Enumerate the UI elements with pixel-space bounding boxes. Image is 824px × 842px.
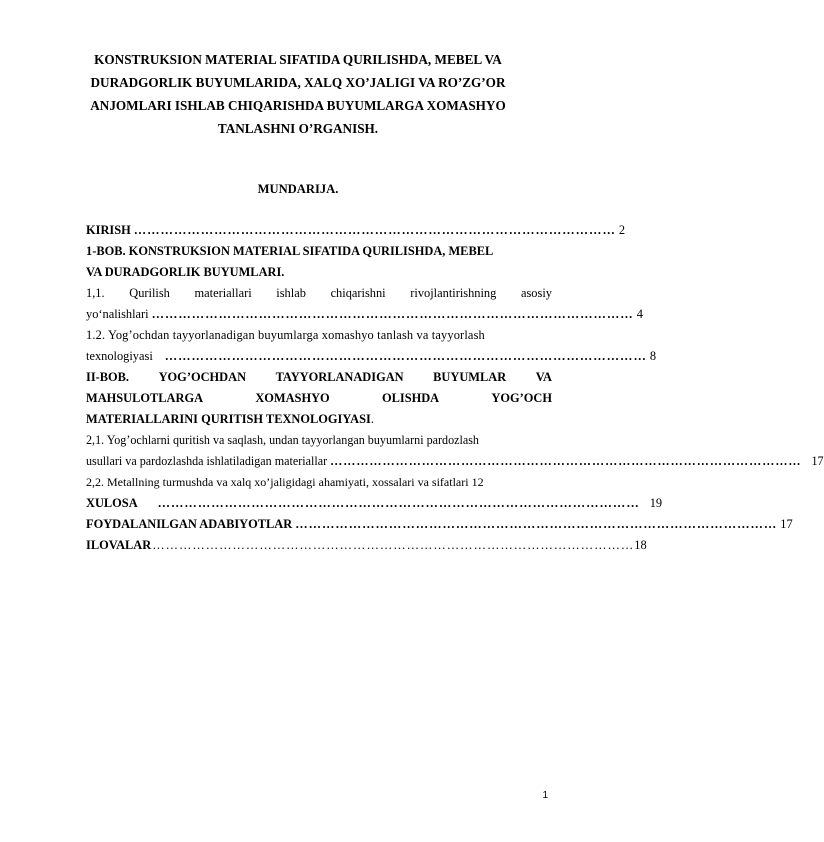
toc-entry-page: 8 bbox=[649, 349, 657, 363]
toc-entry-1-1 bbox=[86, 304, 643, 325]
toc-word: materiallari bbox=[194, 286, 252, 300]
toc-entry-ilovalar bbox=[86, 535, 647, 556]
toc-entry-xulosa bbox=[86, 493, 663, 514]
title-line: KONSTRUKSION MATERIAL SIFATIDA QURILISHDA, MEBEL VA bbox=[94, 52, 502, 67]
toc-entry-label: texnologiyasi bbox=[86, 349, 153, 363]
toc-word: rivojlantirishning bbox=[410, 286, 497, 300]
toc-entry-page: 17 bbox=[811, 454, 824, 468]
dot-leader: ……………………………………………………………………………………………… bbox=[330, 454, 802, 468]
toc-word: BUYUMLAR bbox=[433, 370, 507, 384]
toc-chapter-1-line: VA DURADGORLIK BUYUMLARI. bbox=[86, 265, 285, 279]
dot-leader: ……………………………………………………………………………………………… bbox=[152, 538, 635, 552]
toc-word: YOG’OCH bbox=[491, 391, 552, 405]
toc-entry-page: 2 bbox=[618, 223, 626, 237]
toc-entry-2-2 bbox=[86, 472, 552, 493]
toc-entry-label: ILOVALAR bbox=[86, 538, 152, 552]
toc-word: 1,1. bbox=[86, 286, 105, 300]
toc-chapter-2-text: MATERIALLARINI QURITISH TEXNOLOGIYASI bbox=[86, 412, 371, 426]
toc-entry-adabiyotlar bbox=[86, 514, 793, 535]
toc-word: MAHSULOTLARGA bbox=[86, 391, 204, 405]
dot-leader: ……………………………………………………………………………………………… bbox=[157, 496, 640, 510]
toc-entry-page: 4 bbox=[636, 307, 643, 321]
table-of-contents bbox=[86, 220, 824, 556]
toc-word: YOG’OCHDAN bbox=[158, 370, 247, 384]
toc-chapter-2-end: . bbox=[370, 412, 374, 426]
dot-leader: ……………………………………………………………………………………………… bbox=[295, 517, 778, 531]
toc-entry-page: 17 bbox=[780, 517, 793, 531]
toc-word: ishlab bbox=[276, 286, 306, 300]
toc-entry-label: XULOSA bbox=[86, 496, 138, 510]
toc-entry-2-1-line: 2,1. Yog’ochlarni quritish va saqlash, undan tayyorlangan buyumlarni pardozlash bbox=[86, 433, 479, 447]
toc-entry-kirish bbox=[86, 220, 626, 241]
toc-chapter-2-line bbox=[86, 388, 552, 409]
toc-word: II-BOB. bbox=[86, 370, 130, 384]
toc-word: chiqarishni bbox=[330, 286, 386, 300]
title-line: TANLASHNI O’RGANISH. bbox=[217, 121, 379, 136]
toc-entry-1-1-line bbox=[86, 283, 552, 304]
dot-leader: ……………………………………………………………………………………………… bbox=[133, 223, 616, 237]
toc-entry-2-1 bbox=[86, 451, 824, 472]
toc-heading: MUNDARIJA. bbox=[257, 182, 339, 196]
toc-word: TAYYORLANADIGAN bbox=[275, 370, 404, 384]
toc-entry-label: 2,2. Metallning turmushda va xalq xo’jaligidagi ahamiyati, xossalari va sifatlari bbox=[86, 475, 469, 489]
toc-entry-label: FOYDALANILGAN ADABIYOTLAR bbox=[86, 517, 293, 531]
dot-leader: ……………………………………………………………………………………………… bbox=[164, 349, 647, 363]
toc-word: VA bbox=[535, 370, 552, 384]
toc-chapter-2-line bbox=[86, 367, 552, 388]
toc-word: Qurilish bbox=[129, 286, 170, 300]
title-line: DURADGORLIK BUYUMLARIDA, XALQ XO’JALIGI VA RO’ZG’OR bbox=[90, 75, 506, 90]
toc-word: OLISHDA bbox=[381, 391, 440, 405]
toc-word: XOMASHYO bbox=[255, 391, 330, 405]
dot-leader: ……………………………………………………………………………………………… bbox=[151, 307, 634, 321]
page-number: 1 bbox=[542, 790, 548, 801]
toc-entry-page: 12 bbox=[471, 475, 484, 489]
toc-entry-page: 18 bbox=[634, 538, 647, 552]
toc-chapter-1-line: 1-BOB. KONSTRUKSION MATERIAL SIFATIDA QURILISHDA, MEBEL bbox=[86, 244, 494, 258]
toc-entry-page: 19 bbox=[649, 496, 663, 510]
toc-chapter-2-line bbox=[86, 409, 552, 430]
toc-entry-1-2 bbox=[86, 346, 657, 367]
toc-entry-label: yo‘nalishlari bbox=[86, 307, 149, 321]
toc-entry-1-2-line: 1.2. Yog’ochdan tayyorlanadigan buyumlarga xomashyo tanlash va tayyorlash bbox=[86, 328, 485, 342]
document-title bbox=[88, 48, 508, 140]
title-line: ANJOMLARI ISHLAB CHIQARISHDA BUYUMLARGA XOMASHYO bbox=[90, 98, 506, 113]
toc-entry-label: KIRISH bbox=[86, 223, 131, 237]
toc-entry-label: usullari va pardozlashda ishlatiladigan materiallar bbox=[86, 454, 328, 468]
toc-word: asosiy bbox=[520, 286, 552, 300]
